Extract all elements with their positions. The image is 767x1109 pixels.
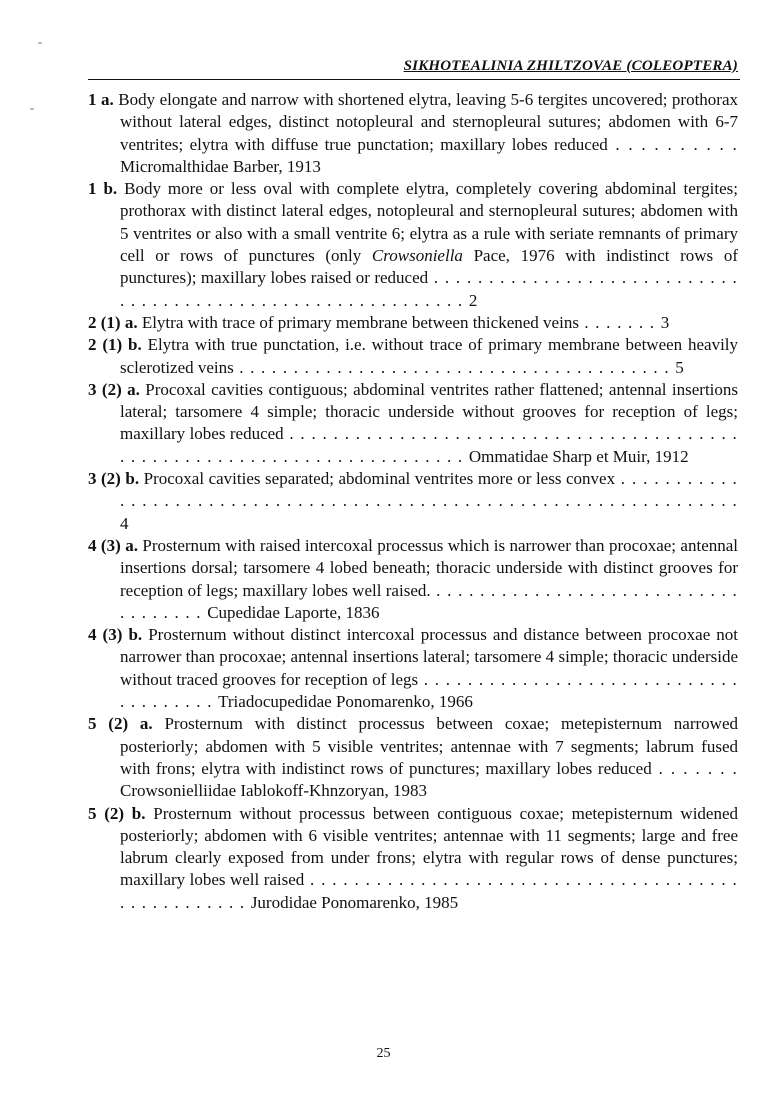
couplet-letter: a. xyxy=(125,535,138,555)
couplet-letter: b. xyxy=(128,335,142,355)
couplet-text: Elytra with trace of primary membrane between thickened veins xyxy=(141,312,579,332)
key-couplet xyxy=(88,312,738,334)
key-couplet xyxy=(88,334,738,379)
key-couplet xyxy=(88,535,738,624)
couplet-result: 2 xyxy=(468,290,478,310)
couplet-text: Elytra with true punctation, i.e. without trace of primary membrane between heavily sclerotized veins xyxy=(120,335,739,377)
key-couplet xyxy=(88,713,738,802)
leader-dots: . . . . . . . . . . . . . . . . . . . . . . . . . . . . . . . . . . . . . . . . xyxy=(233,357,676,377)
couplet-text: Prosternum with raised intercoxal processus which is narrower than procoxae; antennal insertions dorsal; tarsomere 4 lobed beneath; thoracic underside with distinct grooves for reception of legs; maxillary lobes well raised. xyxy=(120,535,739,600)
couplet-result: Jurodidae Ponomarenko, 1985 xyxy=(250,892,459,912)
leader-dots: . . . . . . . . . . . . . . . . . . . . . . . . . . . . . . . . . . . . xyxy=(120,580,738,622)
key-couplet xyxy=(88,89,738,178)
couplet-number: 1 xyxy=(88,90,97,109)
leader-dots: . . . . . . . . . . . . . . . . . . . . . . . . . . . . . . . . . . . . . . . . . . . . . . . . . . . xyxy=(120,870,739,912)
couplet-result: Crowsonielliidae Iablokoff-Khnzoryan, 1983 xyxy=(120,781,428,801)
key-couplet xyxy=(88,468,738,535)
scan-speck xyxy=(38,42,42,44)
couplet-number: 1 xyxy=(88,179,97,199)
genus-name: Crowsoniella xyxy=(371,246,463,266)
couplet-text: Procoxal cavities separated; abdominal ventrites more or less convex xyxy=(143,469,616,489)
page-number: 25 xyxy=(376,1046,391,1061)
key-couplet xyxy=(88,624,738,713)
couplet-result: 4 xyxy=(120,513,129,533)
couplet-letter: a. xyxy=(139,714,153,734)
couplet-letter: b. xyxy=(131,803,146,823)
couplet-result: 5 xyxy=(675,357,684,377)
couplet-number: 4 (3) xyxy=(88,625,123,645)
couplet-text: Prosternum without distinct intercoxal processus and distance between procoxae not narrower than procoxae; antennal insertions lateral; tarsomere 4 simple; thoracic underside without traced grooves for reception of legs xyxy=(120,625,739,689)
couplet-result: Micromalthidae Barber, 1913 xyxy=(120,156,321,176)
couplet-number: 2 (1) xyxy=(88,312,121,332)
couplet-text: Prosternum with distinct processus between coxae; metepisternum narrowed posteriorly; abdomen with 5 visible ventrites; antennae with 7 segments; labrum fused with frons; elytra with indistinct rows of punctures; maxillary lobes reduced xyxy=(120,714,738,778)
couplet-letter: b. xyxy=(128,625,143,645)
couplet-letter: a. xyxy=(127,379,140,399)
couplet-number: 3 (2) xyxy=(88,469,121,489)
running-header xyxy=(88,58,738,75)
couplet-letter: a. xyxy=(124,312,138,332)
couplet-result: 3 xyxy=(660,312,670,332)
couplet-letter: b. xyxy=(103,179,118,199)
couplet-text: Body more or less oval with complete elytra, completely covering abdominal tergites; prothorax with distinct lateral edges, notopleural and sternopleural sutures; abdomen with 5 ventrites or also with a small ventrite 6; elytra as a rule with seriate remnants of primary cell or rows of punctures (only xyxy=(120,179,738,266)
leader-dots: . . . . . . . . . . . . . . . . . . . . . . . . . . . . . . . . . . . . . . . . . . . . . . . . . . . . . . . . . . . . . . . . . . . . . . . . . xyxy=(120,424,738,466)
couplet-number: 4 (3) xyxy=(88,535,121,555)
couplet-number: 2 (1) xyxy=(88,335,123,355)
couplet-number: 3 (2) xyxy=(88,379,122,399)
couplet-result: Ommatidae Sharp et Muir, 1912 xyxy=(468,446,689,466)
couplet-text-continued: Pace, 1976 with indistinct rows of punctures); maxillary lobes raised or reduced xyxy=(120,246,739,288)
couplet-text: Body elongate and narrow with shortened elytra, leaving 5-6 tergites uncovered; prothorax without lateral edges, distinct notopleural and sternopleural sutures; abdomen with 6-7 ventrites; elytra with diffuse true punctation; maxillary lobes reduced xyxy=(118,90,739,154)
leader-dots: . . . . . . . xyxy=(651,758,738,778)
scan-speck xyxy=(30,108,34,110)
couplet-text: Prosternum without processus between contiguous coxae; metepisternum widened posteriorly; abdomen with 6 visible ventrites; antennae with 11 segments; large and free labrum clearly exposed from under frons; elytra with regular rows of dense punctures; maxillary lobes well raised xyxy=(120,803,739,890)
key-couplet xyxy=(88,803,738,914)
leader-dots: . . . . . . . . . . . . . . . . . . . . . . . . . . . . . . . . . . . . . . . . . . . . . . . . . . . . . . . . . . . . xyxy=(120,268,738,310)
couplet-text: Procoxal cavities contiguous; abdominal ventrites rather flattened; antennal insertions lateral; tarsomere 4 simple; thoracic underside without grooves for reception of legs; maxillary lobes reduced xyxy=(120,379,739,444)
couplet-letter: a. xyxy=(101,90,114,109)
header-rule xyxy=(88,79,740,80)
key-couplet xyxy=(88,178,738,312)
identification-key xyxy=(88,89,738,914)
couplet-number: 5 (2) xyxy=(88,803,125,823)
couplet-result: Triadocupedidae Ponomarenko, 1966 xyxy=(218,692,473,712)
key-couplet xyxy=(88,379,738,468)
couplet-result: Cupedidae Laporte, 1836 xyxy=(207,602,380,622)
leader-dots: . . . . . . . . . . . . . . . . . . . . . . . . . . . . . . . . . . . . . . . . . . . . . . . . . . . . . . . . . . . . . . . . . . . xyxy=(120,469,739,511)
leader-dots: . . . . . . . . . . . . . . . . . . . . . . . . . . . . . . . . . . . . . . xyxy=(120,669,738,712)
couplet-letter: b. xyxy=(125,469,140,489)
leader-dots: . . . . . . . . . . xyxy=(607,134,739,154)
couplet-number: 5 (2) xyxy=(88,714,129,734)
leader-dots: . . . . . . . xyxy=(578,312,661,332)
running-header-title: SIKHOTEALINIA ZHILTZOVAE (COLEOPTERA) xyxy=(403,58,738,74)
